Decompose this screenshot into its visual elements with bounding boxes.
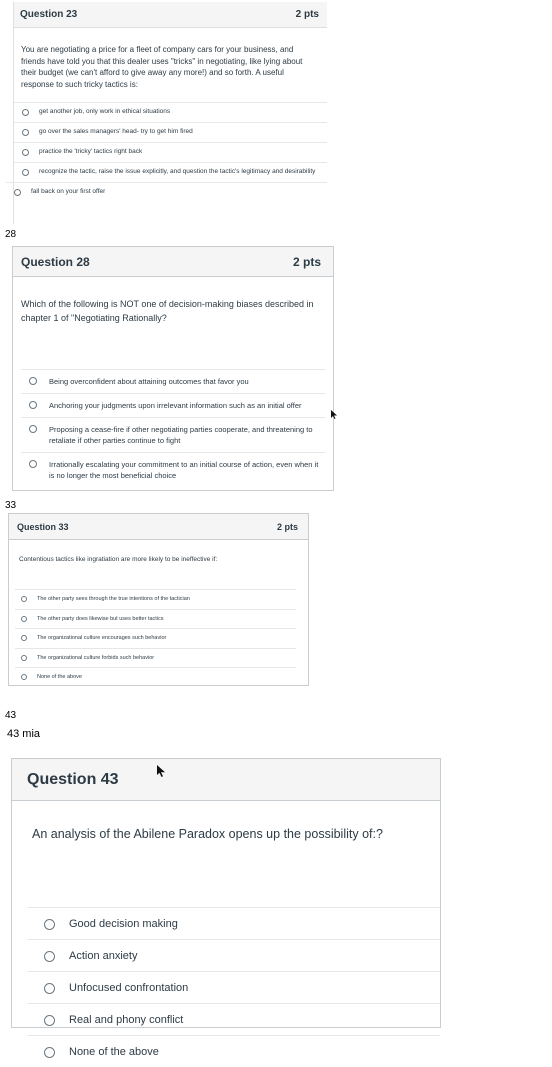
radio-icon[interactable]: [44, 919, 55, 930]
radio-icon[interactable]: [21, 635, 27, 641]
radio-icon[interactable]: [29, 401, 37, 409]
answer-list: [15, 589, 296, 687]
answer-option[interactable]: [15, 589, 296, 609]
question-text: You are negotiating a price for a fleet of company cars for your business, and friends have told you that this dealer uses "tricks" in negotiating, like lying about their budget (we can't afford to give away any more!) and so forth. A useful response to such tricky tactics is:: [21, 45, 303, 89]
answer-option[interactable]: [14, 142, 327, 162]
radio-icon[interactable]: [21, 616, 27, 622]
answer-option[interactable]: [15, 628, 296, 648]
answer-label: None of the above: [37, 674, 82, 680]
question-points: 2 pts: [276, 521, 298, 532]
radio-icon[interactable]: [21, 655, 27, 661]
radio-icon[interactable]: [44, 951, 55, 962]
answer-label: Anchoring your judgments upon irrelevant information such as an initial offer: [49, 401, 302, 410]
radio-icon[interactable]: [44, 1047, 55, 1058]
answer-label: The other party sees through the true intentions of the tactician: [37, 596, 190, 602]
answer-label: go over the sales managers' head- try to get him fired: [39, 128, 193, 135]
answer-option[interactable]: [28, 971, 440, 1003]
answer-label: Proposing a cease-fire if other negotiating parties cooperate, and threatening to retaliate if other parties continue to fight: [49, 425, 313, 445]
radio-icon[interactable]: [29, 460, 37, 468]
answer-option[interactable]: [15, 648, 296, 668]
radio-icon[interactable]: [44, 1015, 55, 1026]
answer-label: The other party does likewise but uses better tactics: [37, 615, 164, 622]
radio-icon[interactable]: [22, 109, 29, 116]
question-card-33: [8, 513, 309, 686]
radio-icon[interactable]: [22, 149, 29, 156]
answer-option[interactable]: [21, 452, 325, 487]
number-label-43-mia: 43 mia: [7, 728, 41, 740]
radio-icon[interactable]: [29, 425, 37, 433]
question-title: Question 43: [27, 770, 119, 788]
question-title: Question 33: [17, 521, 69, 532]
answer-option[interactable]: [28, 1035, 440, 1067]
answer-option[interactable]: [14, 122, 327, 142]
question-header: [9, 514, 308, 540]
answer-label: get another job, only work in ethical situations: [39, 108, 171, 115]
question-card-23: [13, 2, 327, 224]
answer-label: The organizational culture encourages such behavior: [37, 635, 167, 641]
answer-option[interactable]: [28, 939, 440, 971]
answer-option[interactable]: [21, 417, 325, 452]
question-header: [12, 759, 440, 801]
radio-icon[interactable]: [14, 189, 21, 196]
answer-option[interactable]: [15, 667, 296, 687]
question-title: Question 28: [21, 254, 90, 269]
question-text: Contentious tactics like ingratiation are more likely to be ineffective if:: [19, 556, 218, 563]
answer-label: None of the above: [69, 1046, 159, 1058]
radio-icon[interactable]: [21, 674, 27, 680]
answer-option[interactable]: [14, 102, 327, 122]
answer-option[interactable]: [28, 1003, 440, 1035]
answer-label: fall back on your first offer: [31, 188, 106, 195]
question-points: 2 pts: [292, 254, 321, 269]
answer-option[interactable]: [6, 182, 327, 202]
answer-option[interactable]: [21, 369, 325, 393]
question-text: Which of the following is NOT one of decision-making biases described in chapter 1 of "Negotiating Rationally?: [21, 299, 314, 323]
answer-label: Good decision making: [69, 918, 178, 930]
answer-option[interactable]: [15, 609, 296, 629]
answer-option[interactable]: [21, 393, 325, 417]
radio-icon[interactable]: [44, 983, 55, 994]
answer-label: The organizational culture forbids such behavior: [37, 654, 155, 661]
question-header: [14, 2, 327, 28]
answer-label: recognize the tactic, raise the issue explicitly, and question the tactic's legitimacy and desirability: [39, 168, 316, 175]
answer-label: Being overconfident about attaining outcomes that favor you: [49, 377, 249, 386]
question-text: An analysis of the Abilene Paradox opens up the possibility of:?: [32, 827, 383, 841]
answer-label: Irrationally escalating your commitment to an initial course of action, even when it is no longer the most beneficial choice: [49, 460, 319, 480]
answer-option[interactable]: [14, 162, 327, 182]
question-title: Question 23: [20, 9, 78, 20]
answer-list: [21, 369, 325, 487]
radio-icon[interactable]: [22, 129, 29, 136]
question-header: [13, 247, 333, 277]
number-label-33: 33: [5, 500, 17, 511]
radio-icon[interactable]: [22, 169, 29, 176]
answer-option[interactable]: [28, 907, 440, 939]
answer-label: Action anxiety: [69, 950, 138, 962]
question-card-28: [12, 246, 334, 491]
number-label-28: 28: [5, 229, 17, 240]
answer-label: Unfocused confrontation: [69, 982, 189, 994]
answer-label: Real and phony conflict: [69, 1014, 184, 1026]
number-label-43: 43: [5, 710, 17, 721]
answer-list: [14, 102, 327, 202]
answer-label: practice the 'tricky' tactics right back: [39, 148, 143, 155]
question-points: 2 pts: [295, 9, 319, 20]
question-card-43: [11, 758, 441, 1058]
answer-list: [28, 907, 440, 1067]
radio-icon[interactable]: [29, 377, 37, 385]
radio-icon[interactable]: [21, 596, 27, 602]
